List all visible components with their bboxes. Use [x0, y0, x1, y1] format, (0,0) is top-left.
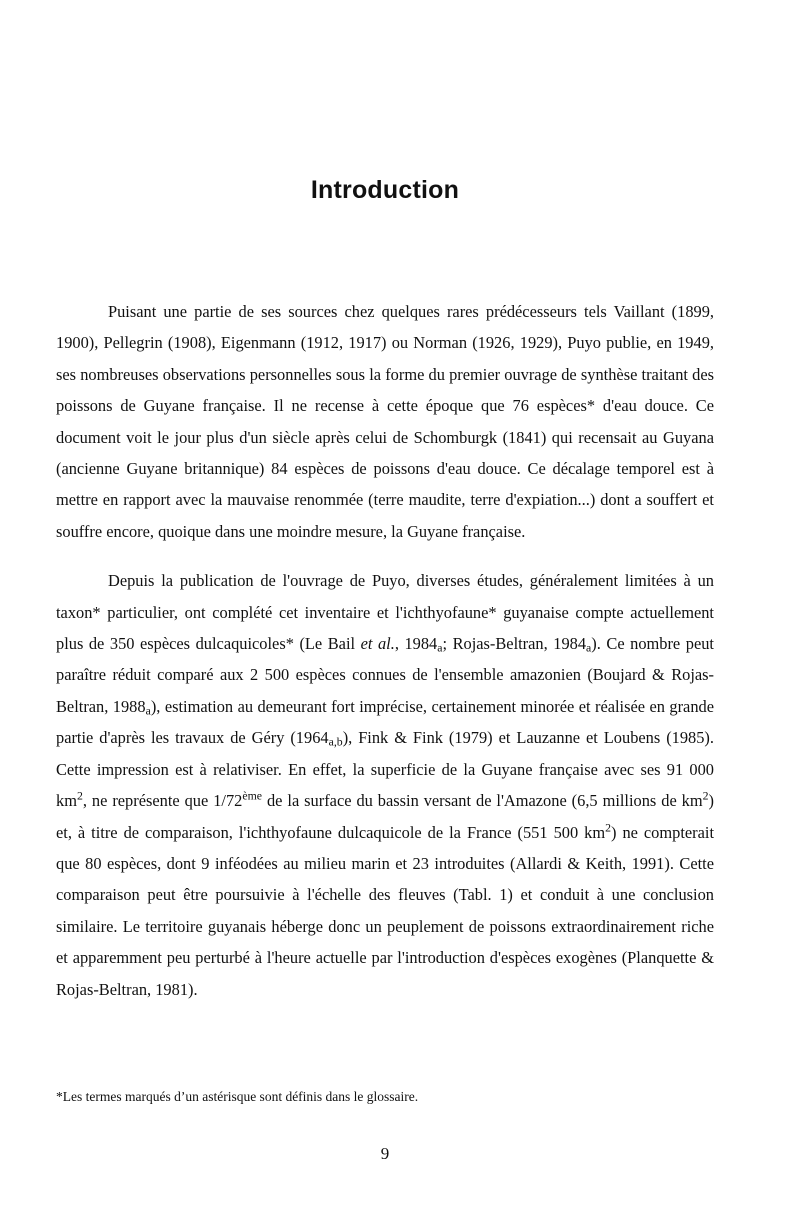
paragraph	[56, 296, 714, 547]
text-run: ), Fink & Fink (1979) et Lauzanne et Loubens (1985). Cette impression est à relativiser. En effet, la superficie de la Guyane française avec ses 91 000 km	[56, 728, 714, 811]
page-title: Introduction	[310, 176, 460, 204]
text-run: , 1984	[394, 634, 438, 654]
page-number: 9	[380, 1144, 390, 1163]
superscript: 2	[702, 788, 709, 803]
superscript: ème	[242, 788, 263, 803]
text-run: Puisant une partie de ses sources chez quelques rares prédécesseurs tels Vaillant (1899, 1900), Pellegrin (1908), Eigenmann (1912, 1917) ou Norman (1926, 1929), Puyo publie, en 1949, ses nombreuses observations personnelles sous la forme du premier ouvrage de synthèse traitant des poissons de Guyane française. Il ne recense à cette époque que 76 espèces* d'eau douce. Ce document voit le jour plus d'un siècle après celui de Schomburgk (1841) qui recensait au Guyana (ancienne Guyane britannique) 84 espèces de poissons d'eau douce. Ce décalage temporel est à mettre en rapport avec la mauvaise renommée (terre maudite, terre d'expiation...) dont a souffert et souffre encore, quoique dans une moindre mesure, la Guyane française.	[56, 302, 714, 541]
text-run: ). Ce nombre peut paraître réduit comparé aux 2 500 espèces connues de l'ensemble amazonien (Boujard & Rojas-Beltran, 1988	[56, 634, 714, 716]
subscript: a,b	[328, 734, 343, 749]
text-run: ), estimation au demeurant fort imprécise, certainement minorée et réalisée en grande partie d'après les travaux de Géry (1964	[56, 696, 714, 748]
superscript: 2	[605, 820, 611, 835]
superscript: 2	[76, 788, 83, 803]
text-run: ; Rojas-Beltran, 1984	[442, 634, 587, 654]
body-text	[56, 296, 714, 1005]
subscript: a	[145, 703, 151, 718]
text-run: ) et, à titre de comparaison, l'ichthyofaune dulcaquicole de la France (551 500 km	[56, 791, 714, 842]
text-run: Depuis la publication de l'ouvrage de Puyo, diverses études, généralement limitées à un taxon* particulier, ont complété cet inventaire et l'ichthyofaune* guyanaise compte actuellement plus de 350 espèces dulcaquicoles* (Le Bail	[56, 571, 714, 654]
paragraph	[56, 565, 714, 1005]
subscript: a	[586, 640, 592, 655]
footnote: *Les termes marqués d’un astérisque sont définis dans le glossaire.	[56, 1089, 419, 1104]
text-run: ) ne compterait que 80 espèces, dont 9 inféodées au milieu marin et 23 introduites (Allardi & Keith, 1991). Cette comparaison peut être poursuivie à l'échelle des fleuves (Tabl. 1) et conduit à une conclusion similaire. Le territoire guyanais héberge donc un peuplement de poissons extraordinairement riche et apparemment peu perturbé à l'heure actuelle par l'introduction d'espèces exogènes (Planquette & Rojas-Beltran, 1981).	[56, 822, 714, 999]
text-run: , ne représente que 1/72	[82, 791, 243, 811]
text-run: de la surface du bassin versant de l'Amazone (6,5 millions de km	[262, 791, 703, 811]
italic-text: et al.	[360, 634, 395, 654]
subscript: a	[437, 640, 443, 655]
